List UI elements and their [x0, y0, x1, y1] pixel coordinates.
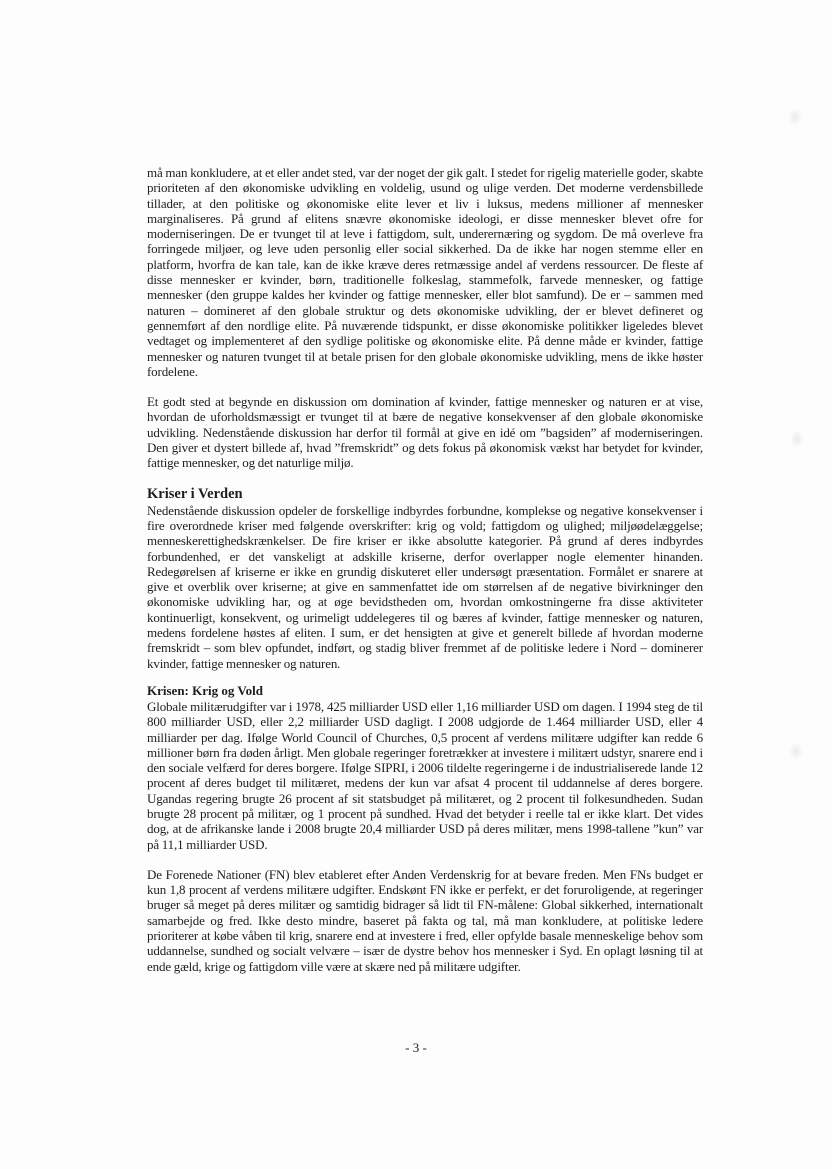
document-body: [147, 165, 703, 974]
scan-speck: [788, 108, 802, 126]
sub-heading: Krisen: Krig og Vold: [147, 682, 263, 698]
body-paragraph: Et godt sted at begynde en diskussion om domination af kvinder, fattige mennesker og naturen er at vise, hvordan de uforholdsmæssigt er tvunget til at bære de negative konsekvenser af den globale økonomiske udvikling. Nedenstående diskussion har derfor til formål at give en idé om ”bagsiden” af moderniseringen. Den giver et dystert billede af, hvad ”fremskridt” og dets fokus på økonomisk vækst har betydet for kvinder, fattige mennesker, og det naturlige miljø.: [147, 394, 703, 471]
scan-speck: [789, 742, 803, 760]
page-number: - 3 -: [405, 1040, 427, 1055]
section-heading: Kriser i Verden: [147, 485, 243, 502]
scan-speck: [790, 430, 804, 448]
body-paragraph: Globale militærudgifter var i 1978, 425 milliarder USD eller 1,16 milliarder USD om dagen. I 1994 steg de til 800 milliarder USD, eller 2,2 milliarder USD dagligt. I 2008 udgjorde de 1.464 milliarder USD, eller 4 milliarder per dag. Ifølge World Council of Churches, 0,5 procent af verdens militære udgifter kan redde 6 millioner børn fra døden årligt. Men globale regeringer foretrækker at investere i militært udstyr, snarere end i den sociale velfærd for deres borgere. Ifølge SIPRI, i 2006 tildelte regeringerne i de industrialiserede lande 12 procent af deres budget til militæret, medens der kun var afsat 4 procent til uddannelse af deres borgere. Ugandas regering brugte 26 procent af sit statsbudget på militæret, og 2 procent til folkesundheden. Sudan brugte 28 procent på militær, og 1 procent på sundhed. Hvad det betyder i reelle tal er ikke klart. Det vides dog, at de afrikanske lande i 2008 brugte 20,4 milliarder USD på deres militær, mens 1998-tallene ”kun” var på 11,1 milliarder USD.: [147, 698, 703, 852]
body-paragraph: De Forenede Nationer (FN) blev etableret efter Anden Verdenskrig for at bevare freden. Men FNs budget er kun 1,8 procent af verdens militære udgifter. Endskønt FN ikke er perfekt, er det foruroligende, at regeringer bruger så meget på deres militær og samtidig bidrager så lidt til FN-målene: Global sikkerhed, internationalt samarbejde og fred. Ikke desto mindre, baseret på fakta og tal, må man konkludere, at politiske ledere prioriterer at købe våben til krig, snarere end at investere i fred, eller opfylde basale menneskelige behov som uddannelse, sundhed og socialt velvære – især de dystre behov hos mennesker i Syd. En oplagt løsning til at ende gæld, krige og fattigdom ville være at skære ned på militære udgifter.: [147, 866, 703, 974]
section-paragraph: Nedenstående diskussion opdeler de forskellige indbyrdes forbundne, komplekse og negative konsekvenser i fire overordnede kriser med følgende overskrifter: krig og vold; fattigdom og ulighed; miljøødelæggelse; menneskerettighedskrænkelser. De fire kriser er ikke absolutte kategorier. På grund af deres indbyrdes forbundenhed, er det vanskeligt at adskille kriserne, derfor overlapper nogle elementer hinanden. Redegørelsen af kriserne er ikke en grundig diskuteret eller undersøgt præsentation. Formålet er snarere at give et overblik over kriserne; at give en sammenfattet ide om størrelsen af de negative bivirkninger den økonomiske udvikling har, og at øge bevidstheden om, hvordan omkostningerne fra disse aktiviteter kontinuerligt, konsekvent, og urimeligt uddelegeres til og bæres af kvinder, fattige mennesker og naturen, medens fordelene høstes af eliten. I sum, er det hensigten at give et generelt billede af hvordan moderne fremskridt – som blev opfundet, indført, og stadig bliver fremmet af de politiske ledere i Nord – dominerer kvinder, fattige mennesker og naturen.: [147, 502, 703, 671]
body-paragraph: må man konkludere, at et eller andet sted, var der noget der gik galt. I stedet for rigelig materielle goder, skabte prioriteten af den økonomiske udvikling en voldelig, usund og ulige verden. Det moderne verdensbillede tillader, at den politiske og økonomiske elite lever et liv i luksus, medens millioner af mennesker marginaliseres. På grund af elitens snævre økonomiske ideologi, er disse mennesker blevet ofre for moderniseringen. De er tvunget til at leve i fattigdom, sult, underernæring og sygdom. De må overleve fra forringede miljøer, og leve uden personlig eller social sikkerhed. Da de ikke har nogen stemme eller en platform, hvorfra de kan tale, kan de ikke kræve deres retmæssige andel af verdens ressourcer. De fleste af disse mennesker er kvinder, børn, traditionelle folkeslag, stammefolk, farvede mennesker, og fattige mennesker (den gruppe kaldes her kvinder og fattige mennesker, eller blot samfund). De er – sammen med naturen – domineret af den globale struktur og dets økonomiske udvikling, der er blevet defineret og gennemført af den nordlige elite. På nuværende tidspunkt, er disse økonomiske politikker ligeledes blevet vedtaget og implementeret af den sydlige politiske og økonomiske elite. På denne måde er kvinder, fattige mennesker og naturen tvunget til at betale prisen for den globale økonomiske udvikling, mens de ikke høster fordelene.: [147, 165, 703, 379]
